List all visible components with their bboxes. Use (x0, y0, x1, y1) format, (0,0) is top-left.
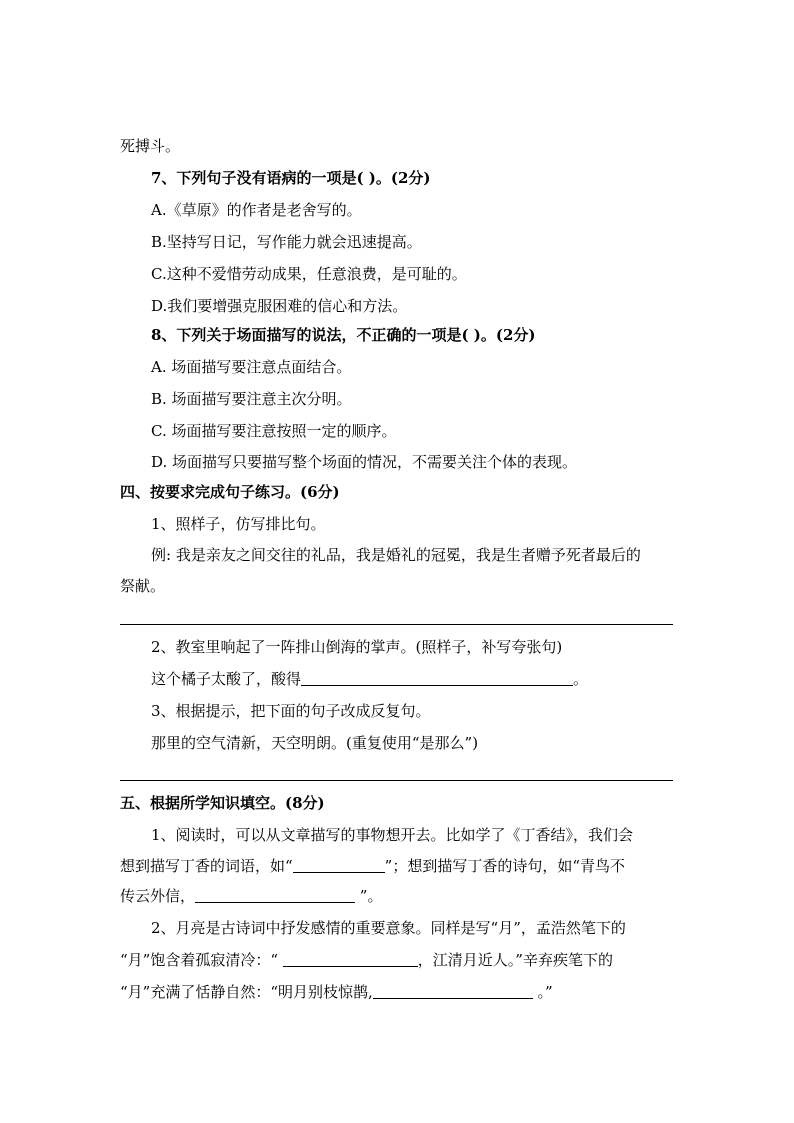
section-5-heading: 五、根据所学知识填空。(8分) (120, 794, 325, 812)
option-8a: A. 场面描写要注意点面结合。 (151, 358, 352, 376)
section-5-q2-cont (120, 950, 613, 970)
section-4-q1: 1、照样子，仿写排比句。 (151, 515, 326, 533)
fill-blank[interactable] (301, 671, 573, 686)
question-8: 8、下列关于场面描写的说法，不正确的一项是( )。(2分) (151, 326, 536, 344)
text-suffix: ”。 (355, 887, 383, 905)
fill-blank[interactable] (195, 888, 355, 903)
section-5-q2: 2、月亮是古诗词中抒发感情的重要意象。同样是写“月”，孟浩然笔下的 (151, 919, 626, 937)
text-prefix: 这个橘子太酸了，酸得 (151, 670, 302, 688)
section-5-q1: 1、阅读时，可以从文章描写的事物想开去。比如学了《丁香结》，我们会 (151, 826, 634, 844)
option-8c: C. 场面描写要注意按照一定的顺序。 (151, 422, 397, 440)
section-4-q1-example: 例: 我是亲友之间交往的礼品，我是婚礼的冠冕，我是生者赠予死者最后的 (151, 546, 641, 564)
fill-blank[interactable] (293, 858, 385, 873)
option-7d: D.我们要增强克服困难的信心和方法。 (151, 297, 408, 315)
text-suffix: ，江清月近人。”辛弃疾笔下的 (417, 951, 613, 969)
answer-line[interactable] (120, 624, 673, 625)
option-7b: B.坚持写日记，写作能力就会迅速提高。 (151, 233, 422, 251)
text-prefix: 传云外信， (120, 887, 196, 905)
fill-blank[interactable] (373, 984, 533, 999)
text-suffix: ”；想到描写丁香的诗句，如“青鸟不 (384, 857, 626, 875)
text-prefix: “月”充满了恬静自然：“明月别枝惊鹊, (120, 983, 373, 1001)
fill-blank[interactable] (283, 952, 418, 967)
section-4-q2-sentence (151, 669, 588, 689)
section-4-q3: 3、根据提示，把下面的句子改成反复句。 (151, 702, 431, 720)
option-8b: B. 场面描写要注意主次分明。 (151, 390, 352, 408)
text-line: 死搏斗。 (120, 137, 181, 155)
section-5-q1-cont (120, 856, 625, 876)
section-4-heading: 四、按要求完成句子练习。(6分) (120, 483, 340, 501)
option-8d: D. 场面描写只要描写整个场面的情况，不需要关注个体的表现。 (151, 453, 578, 471)
section-4-q3-sentence: 那里的空气清新，天空明朗。(重复使用“是那么”) (151, 734, 479, 752)
section-4-q2: 2、教室里响起了一阵排山倒海的掌声。(照样子，补写夸张句) (151, 638, 563, 656)
text-suffix: 。” (532, 983, 553, 1001)
section-5-q2-cont2 (120, 982, 553, 1002)
text-suffix: 。 (573, 670, 589, 688)
section-5-q1-cont2 (120, 886, 382, 906)
option-7a: A.《草原》的作者是老舍写的。 (151, 201, 362, 219)
question-7: 7、下列句子没有语病的一项是( )。(2分) (151, 169, 431, 187)
option-7c: C.这种不爱惜劳动成果，任意浪费，是可耻的。 (151, 265, 467, 283)
text-prefix: “月”饱含着孤寂清冷：“ (120, 951, 283, 969)
section-4-q1-example-cont: 祭献。 (120, 577, 166, 595)
text-prefix: 想到描写丁香的词语，如“ (120, 857, 293, 875)
answer-line[interactable] (120, 780, 673, 781)
